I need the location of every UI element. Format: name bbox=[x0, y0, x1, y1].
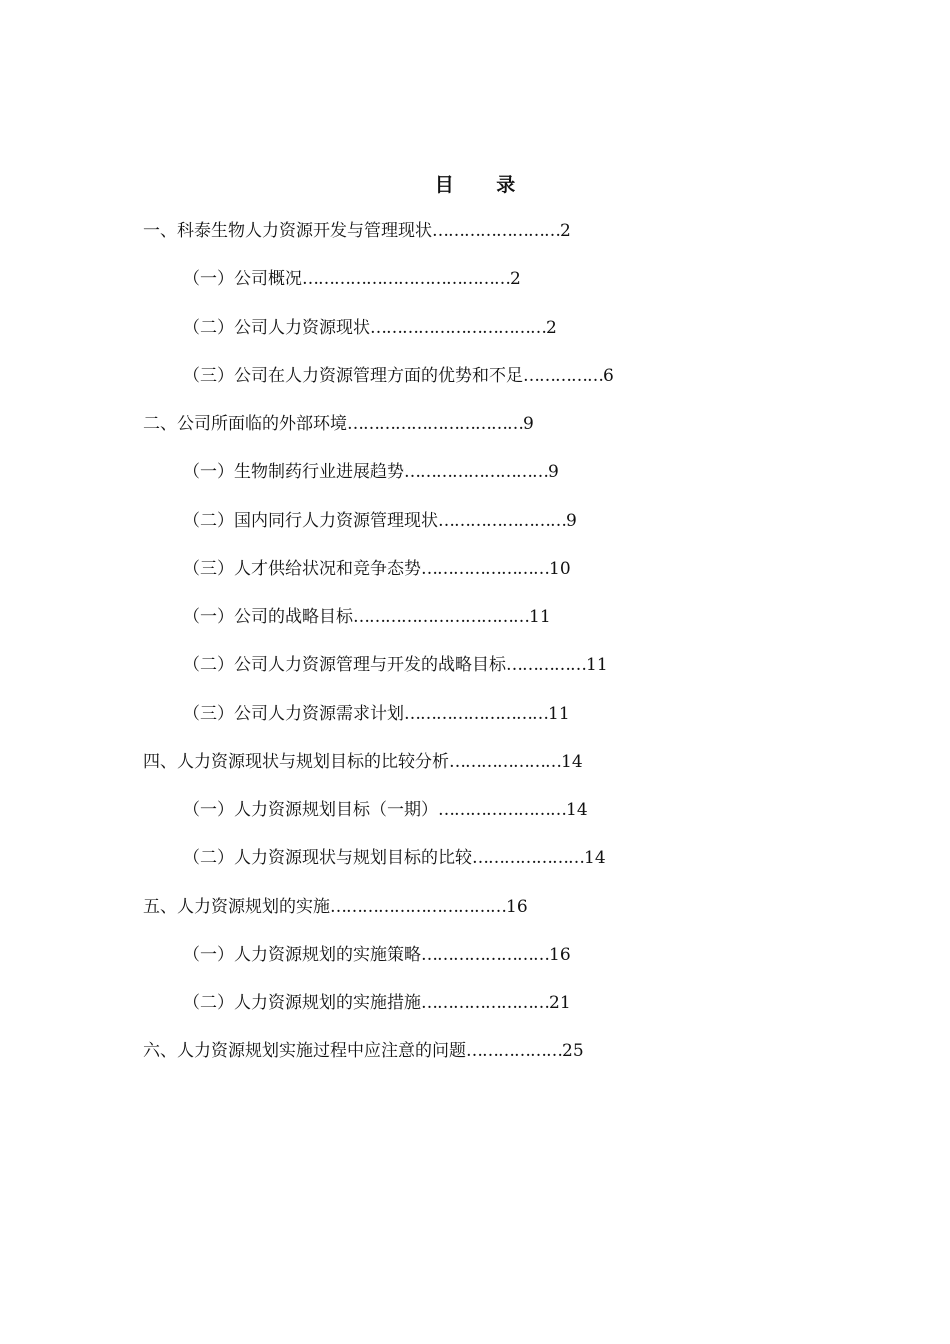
toc-entry-page: 6 bbox=[603, 366, 614, 386]
toc-title: 目 录 bbox=[434, 174, 534, 196]
toc-entry-label: （二）公司人力资源现状 bbox=[183, 318, 370, 338]
toc-entry[interactable] bbox=[183, 264, 521, 294]
toc-entry-leader: …………………………… bbox=[330, 897, 506, 917]
toc-entry-label: （二）公司人力资源管理与开发的战略目标 bbox=[183, 655, 506, 675]
toc-entry[interactable] bbox=[183, 699, 570, 729]
toc-entry-label: （二）国内同行人力资源管理现状 bbox=[183, 511, 438, 531]
toc-entry-label: （三）公司人力资源需求计划 bbox=[183, 704, 404, 724]
toc-entry[interactable] bbox=[143, 409, 534, 439]
toc-entry-leader: …………………… bbox=[432, 221, 560, 241]
toc-entry-page: 14 bbox=[566, 800, 588, 820]
toc-entry-label: 五、人力资源规划的实施 bbox=[143, 897, 330, 917]
toc-entry-page: 16 bbox=[549, 945, 571, 965]
toc-entry-page: 14 bbox=[584, 848, 606, 868]
toc-entry[interactable] bbox=[183, 602, 551, 632]
toc-entry-label: （一）人力资源规划目标（一期） bbox=[183, 800, 438, 820]
toc-entry-label: （一）公司的战略目标 bbox=[183, 607, 353, 627]
toc-entry[interactable] bbox=[183, 795, 588, 825]
toc-entry-page: 9 bbox=[566, 511, 577, 531]
toc-entry[interactable] bbox=[183, 988, 571, 1018]
toc-entry-leader: …………………… bbox=[438, 800, 566, 820]
toc-entry[interactable] bbox=[143, 892, 528, 922]
toc-entry[interactable] bbox=[183, 940, 571, 970]
toc-entry[interactable] bbox=[183, 554, 571, 584]
toc-entry-label: （一）人力资源规划的实施策略 bbox=[183, 945, 421, 965]
toc-entry-page: 16 bbox=[506, 897, 528, 917]
toc-entry-page: 9 bbox=[523, 414, 534, 434]
toc-entry-leader: …………… bbox=[506, 655, 586, 675]
toc-entry-label: （三）公司在人力资源管理方面的优势和不足 bbox=[183, 366, 523, 386]
toc-entry-page: 9 bbox=[548, 462, 559, 482]
toc-entry[interactable] bbox=[143, 1036, 584, 1066]
toc-entry-page: 10 bbox=[549, 559, 571, 579]
toc-entry-leader: …………………… bbox=[438, 511, 566, 531]
toc-entry[interactable] bbox=[143, 216, 571, 246]
toc-entry-leader: …………………… bbox=[421, 945, 549, 965]
toc-entry-page: 21 bbox=[549, 993, 571, 1013]
toc-entry-page: 2 bbox=[510, 269, 521, 289]
toc-entry-label: 四、人力资源现状与规划目标的比较分析 bbox=[143, 752, 449, 772]
toc-entry[interactable] bbox=[183, 843, 606, 873]
toc-entry[interactable] bbox=[183, 313, 557, 343]
toc-entry-leader: ………………… bbox=[449, 752, 561, 772]
toc-entry-label: 二、公司所面临的外部环境 bbox=[143, 414, 347, 434]
toc-entry-leader: …………………………… bbox=[353, 607, 529, 627]
toc-entry-page: 14 bbox=[561, 752, 583, 772]
toc-entry-page: 11 bbox=[548, 704, 570, 724]
toc-entry-label: （二）人力资源现状与规划目标的比较 bbox=[183, 848, 472, 868]
toc-entry-label: （一）生物制药行业进展趋势 bbox=[183, 462, 404, 482]
toc-entry-leader: …………………… bbox=[421, 559, 549, 579]
toc-entry-page: 2 bbox=[560, 221, 571, 241]
toc-entry[interactable] bbox=[183, 457, 559, 487]
toc-entry-label: 六、人力资源规划实施过程中应注意的问题 bbox=[143, 1041, 466, 1061]
toc-entry[interactable] bbox=[143, 747, 583, 777]
toc-entry-page: 2 bbox=[546, 318, 557, 338]
toc-entry-page: 11 bbox=[586, 655, 608, 675]
toc-entry-leader: …………………… bbox=[421, 993, 549, 1013]
toc-entry-label: （三）人才供给状况和竞争态势 bbox=[183, 559, 421, 579]
toc-entry-leader: ……………… bbox=[466, 1041, 562, 1061]
toc-entry-page: 25 bbox=[562, 1041, 584, 1061]
toc-entry-page: 11 bbox=[529, 607, 551, 627]
toc-entry-label: （二）人力资源规划的实施措施 bbox=[183, 993, 421, 1013]
toc-entry[interactable] bbox=[183, 361, 614, 391]
toc-entry[interactable] bbox=[183, 650, 608, 680]
toc-entry-leader: ………………… bbox=[472, 848, 584, 868]
toc-entry-leader: ……………………… bbox=[404, 462, 548, 482]
toc-entry-leader: …………………………… bbox=[370, 318, 546, 338]
toc-entry-label: 一、科泰生物人力资源开发与管理现状 bbox=[143, 221, 432, 241]
toc-entry[interactable] bbox=[183, 506, 577, 536]
toc-entry-leader: ……………………… bbox=[404, 704, 548, 724]
toc-entry-leader: …………… bbox=[523, 366, 603, 386]
toc-entry-label: （一）公司概况 bbox=[183, 269, 302, 289]
toc-entry-leader: …………………………… bbox=[347, 414, 523, 434]
toc-entry-leader: ………………………………… bbox=[302, 269, 510, 289]
